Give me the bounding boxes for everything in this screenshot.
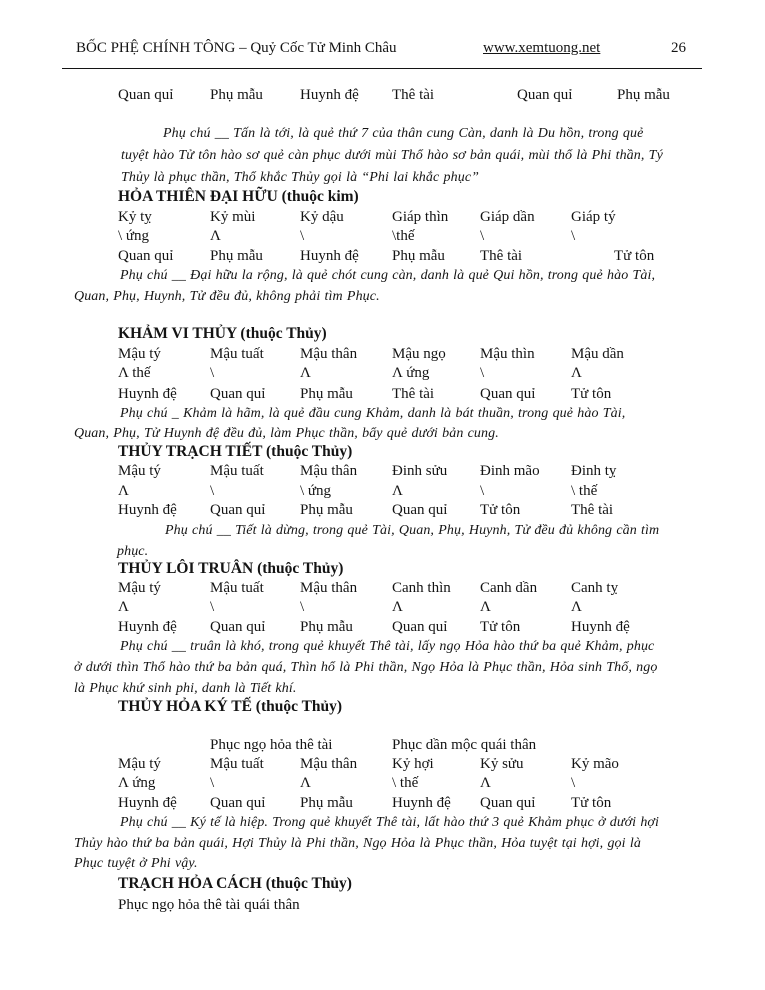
note-line: Phụ chú __ Đại hữu la rộng, là quẻ chót cung càn, danh là quẻ Qui hồn, trong quẻ hào Tài, [120, 268, 656, 283]
website-link[interactable]: www.xemtuong.net [483, 40, 601, 56]
note-line: Quan, Phụ, Huynh, Tử đều đủ, không phải tìm Phục. [74, 289, 380, 304]
phuc-label: Phục ngọ hỏa thê tài [210, 737, 333, 753]
stem-cell: Mậu thìn [480, 346, 535, 362]
relation-cell: Tử tôn [480, 619, 521, 635]
relation-cell: Quan quỉ [210, 619, 266, 635]
line-mark: \ ứng [118, 228, 150, 244]
stem-cell: Giáp dần [480, 209, 535, 225]
stem-cell: Đinh sửu [392, 463, 448, 479]
note-line: Phụ chú __ truân là khó, trong quẻ khuyết Thê tài, lấy ngọ Hỏa hào thứ ba quẻ Khảm, phục [120, 639, 655, 654]
line-mark: Λ [118, 483, 129, 499]
stem-cell: Mậu tý [118, 346, 161, 362]
line-mark: Λ [118, 599, 129, 615]
stem-cell: Mậu thân [300, 346, 358, 362]
stem-cell: Kỷ mão [571, 756, 619, 772]
page-number: 26 [671, 40, 686, 56]
relation-cell: Huynh đệ [118, 795, 177, 811]
line-mark: \ thế [571, 483, 598, 499]
note-line: Quan, Phụ, Tử Huynh đệ đều đủ, làm Phục thần, bẩy quẻ dưới bản cung. [74, 426, 499, 441]
note-line: Phụ chú __ Tiết là dừng, trong quẻ Tài, Quan, Phụ, Huynh, Tử đều đủ không cần tìm [165, 523, 660, 538]
stem-cell: Kỷ dậu [300, 209, 344, 225]
relation-cell: Huynh đệ [300, 248, 359, 264]
line-marks-row [0, 597, 765, 617]
relation-cell: Phụ mẫu [300, 502, 353, 518]
relation-cell: Huynh đệ [300, 87, 359, 103]
relation-cell: Quan quỉ [392, 502, 448, 518]
relation-cell: Huynh đệ [571, 619, 630, 635]
note-line: Phụ chú _ Khảm là hãm, là quẻ đầu cung Khảm, danh là bát thuần, trong quẻ hào Tài, [120, 406, 626, 421]
phuc-label: Phục dần mộc quái thân [392, 737, 537, 753]
stem-row [0, 207, 765, 227]
note-line: Phụ chú __ Ký tế là hiệp. Trong quẻ khuyết Thê tài, lất hào thứ 3 quẻ Khảm phục ở dưới hợi [120, 815, 659, 830]
stem-cell: Mậu thân [300, 756, 358, 772]
doc-title: BỐC PHỆ CHÍNH TÔNG – Quỷ Cốc Tử Minh Châu [76, 40, 397, 56]
relation-cell: Thê tài [480, 248, 523, 264]
relation-cell: Quan quỉ [118, 87, 174, 103]
stem-cell: Mậu ngọ [392, 346, 446, 362]
stem-cell: Mậu thân [300, 580, 358, 596]
line-marks-row [0, 363, 765, 383]
section-title: HỎA THIÊN ĐẠI HỮU (thuộc kim) [118, 188, 359, 205]
section-title: KHẢM VI THỦY (thuộc Thủy) [118, 325, 327, 342]
section-title: TRẠCH HỎA CÁCH (thuộc Thủy) [118, 875, 352, 892]
stem-cell: Giáp tý [571, 209, 616, 225]
stem-cell: Canh dần [480, 580, 538, 596]
line-mark: Λ [300, 365, 311, 381]
stem-cell: Kỷ hợi [392, 756, 434, 772]
line-mark: Λ [571, 365, 582, 381]
relation-cell: Tử tôn [614, 248, 655, 264]
relation-cell: Quan quỉ [480, 386, 536, 402]
section-title: THỦY TRẠCH TIẾT (thuộc Thủy) [118, 443, 353, 460]
stem-cell: Mậu tuất [210, 580, 264, 596]
line-mark: Λ [571, 599, 582, 615]
relation-cell: Quan quỉ [517, 87, 573, 103]
stem-cell: Mậu tuất [210, 346, 264, 362]
stem-cell: Mậu tuất [210, 463, 264, 479]
note-line: phục. [117, 544, 149, 559]
line-marks-row [0, 226, 765, 246]
note-line: Thủy là phục thần, Thổ khắc Thủy gọi là “Phi lai khắc phục” [121, 170, 480, 185]
relation-cell: Quan quỉ [118, 248, 174, 264]
relation-cell: Phụ mẫu [210, 87, 263, 103]
relation-cell: Huynh đệ [118, 619, 177, 635]
stem-cell: Mậu tý [118, 463, 161, 479]
stem-cell: Mậu tý [118, 580, 161, 596]
header-rule [62, 68, 702, 69]
stem-row [0, 461, 765, 481]
stem-cell: Mậu tý [118, 756, 161, 772]
note-line: Thủy hào thứ ba bản quái, Hợi Thủy là Phi thần, Ngọ Hỏa là Phục thần, Hỏa tuyệt tại hợi, gọi là [74, 836, 641, 851]
relation-cell: Huynh đệ [118, 386, 177, 402]
line-mark: Λ [210, 228, 221, 244]
stem-row [0, 754, 765, 774]
section-title: THỦY LÔI TRUÂN (thuộc Thủy) [118, 560, 344, 577]
line-mark: \ [210, 365, 215, 381]
relation-cell: Thê tài [392, 386, 435, 402]
relation-cell: Thê tài [571, 502, 614, 518]
line-marks-row [0, 773, 765, 793]
relation-cell: Phụ mẫu [300, 386, 353, 402]
note-line: là Phục khứ sinh phi, danh là Tiết khí. [74, 681, 297, 696]
note-line: Phục tuyệt ở Phi vậy. [74, 856, 198, 871]
relation-cell: Quan quỉ [210, 502, 266, 518]
relation-cell: Phụ mẫu [300, 619, 353, 635]
relation-cell: Phụ mẫu [300, 795, 353, 811]
line-marks-row [0, 481, 765, 501]
stem-row [0, 578, 765, 598]
line-mark: \ [300, 599, 305, 615]
line-mark: \ [210, 483, 215, 499]
relation-cell: Tử tôn [571, 795, 612, 811]
relation-cell: Phụ mẫu [617, 87, 670, 103]
line-mark: \ [571, 775, 576, 791]
relation-cell: Phụ mẫu [210, 248, 263, 264]
line-mark: Λ [392, 599, 403, 615]
relation-cell: Huynh đệ [118, 502, 177, 518]
relation-row [0, 384, 765, 404]
line-mark: \thế [392, 228, 415, 244]
line-mark: Λ [300, 775, 311, 791]
relation-cell: Tử tôn [571, 386, 612, 402]
phuc-label: Phục ngọ hỏa thê tài quái thân [118, 897, 300, 913]
relation-row [0, 793, 765, 813]
relation-cell: Tử tôn [480, 502, 521, 518]
line-mark: \ ứng [300, 483, 332, 499]
line-mark: Λ [480, 775, 491, 791]
line-mark: Λ [480, 599, 491, 615]
stem-row [0, 344, 765, 364]
line-mark: Λ ứng [392, 365, 430, 381]
note-line: Phụ chú __ Tấn là tới, là quẻ thứ 7 của thân cung Càn, danh là Du hồn, trong quẻ [163, 126, 644, 141]
stem-cell: Giáp thìn [392, 209, 449, 225]
relation-row [0, 85, 765, 105]
stem-cell: Kỷ mùi [210, 209, 256, 225]
relation-row [0, 617, 765, 637]
line-mark: Λ [392, 483, 403, 499]
relation-cell: Huynh đệ [392, 795, 451, 811]
line-mark: \ [480, 365, 485, 381]
line-mark: \ [210, 775, 215, 791]
line-mark: \ [480, 228, 485, 244]
section-title: THỦY HỎA KÝ TẾ (thuộc Thủy) [118, 698, 343, 715]
line-mark: \ thế [392, 775, 419, 791]
relation-row [0, 246, 765, 266]
line-mark: \ [300, 228, 305, 244]
stem-cell: Đinh mão [480, 463, 540, 479]
relation-cell: Phụ mẫu [392, 248, 445, 264]
relation-cell: Quan quỉ [210, 795, 266, 811]
stem-cell: Canh tỵ [571, 580, 619, 596]
line-mark: \ [210, 599, 215, 615]
note-line: ở dưới thìn Thổ hào thứ ba bản quá, Thìn hổ là Phi thần, Ngọ Hỏa là Phục thần, Hỏa sinh Thổ, ngọ [74, 660, 658, 675]
phuc-labels-row [0, 735, 765, 755]
stem-cell: Đinh tỵ [571, 463, 617, 479]
relation-cell: Quan quỉ [480, 795, 536, 811]
line-mark: \ [480, 483, 485, 499]
stem-cell: Mậu dần [571, 346, 624, 362]
stem-cell: Mậu tuất [210, 756, 264, 772]
relation-cell: Quan quỉ [210, 386, 266, 402]
stem-cell: Canh thìn [392, 580, 451, 596]
line-mark: Λ ứng [118, 775, 156, 791]
relation-row [0, 500, 765, 520]
stem-cell: Mậu thân [300, 463, 358, 479]
note-line: tuyệt hào Tử tôn hào sơ quẻ càn phục dưới mùi Thổ hào sơ bản quái, mùi thổ là Phi thần, Tý [121, 148, 663, 163]
relation-cell: Thê tài [392, 87, 435, 103]
stem-cell: Kỷ tỵ [118, 209, 152, 225]
stem-cell: Kỷ sửu [480, 756, 524, 772]
line-mark: \ [571, 228, 576, 244]
relation-cell: Quan quỉ [392, 619, 448, 635]
line-mark: Λ thế [118, 365, 151, 381]
